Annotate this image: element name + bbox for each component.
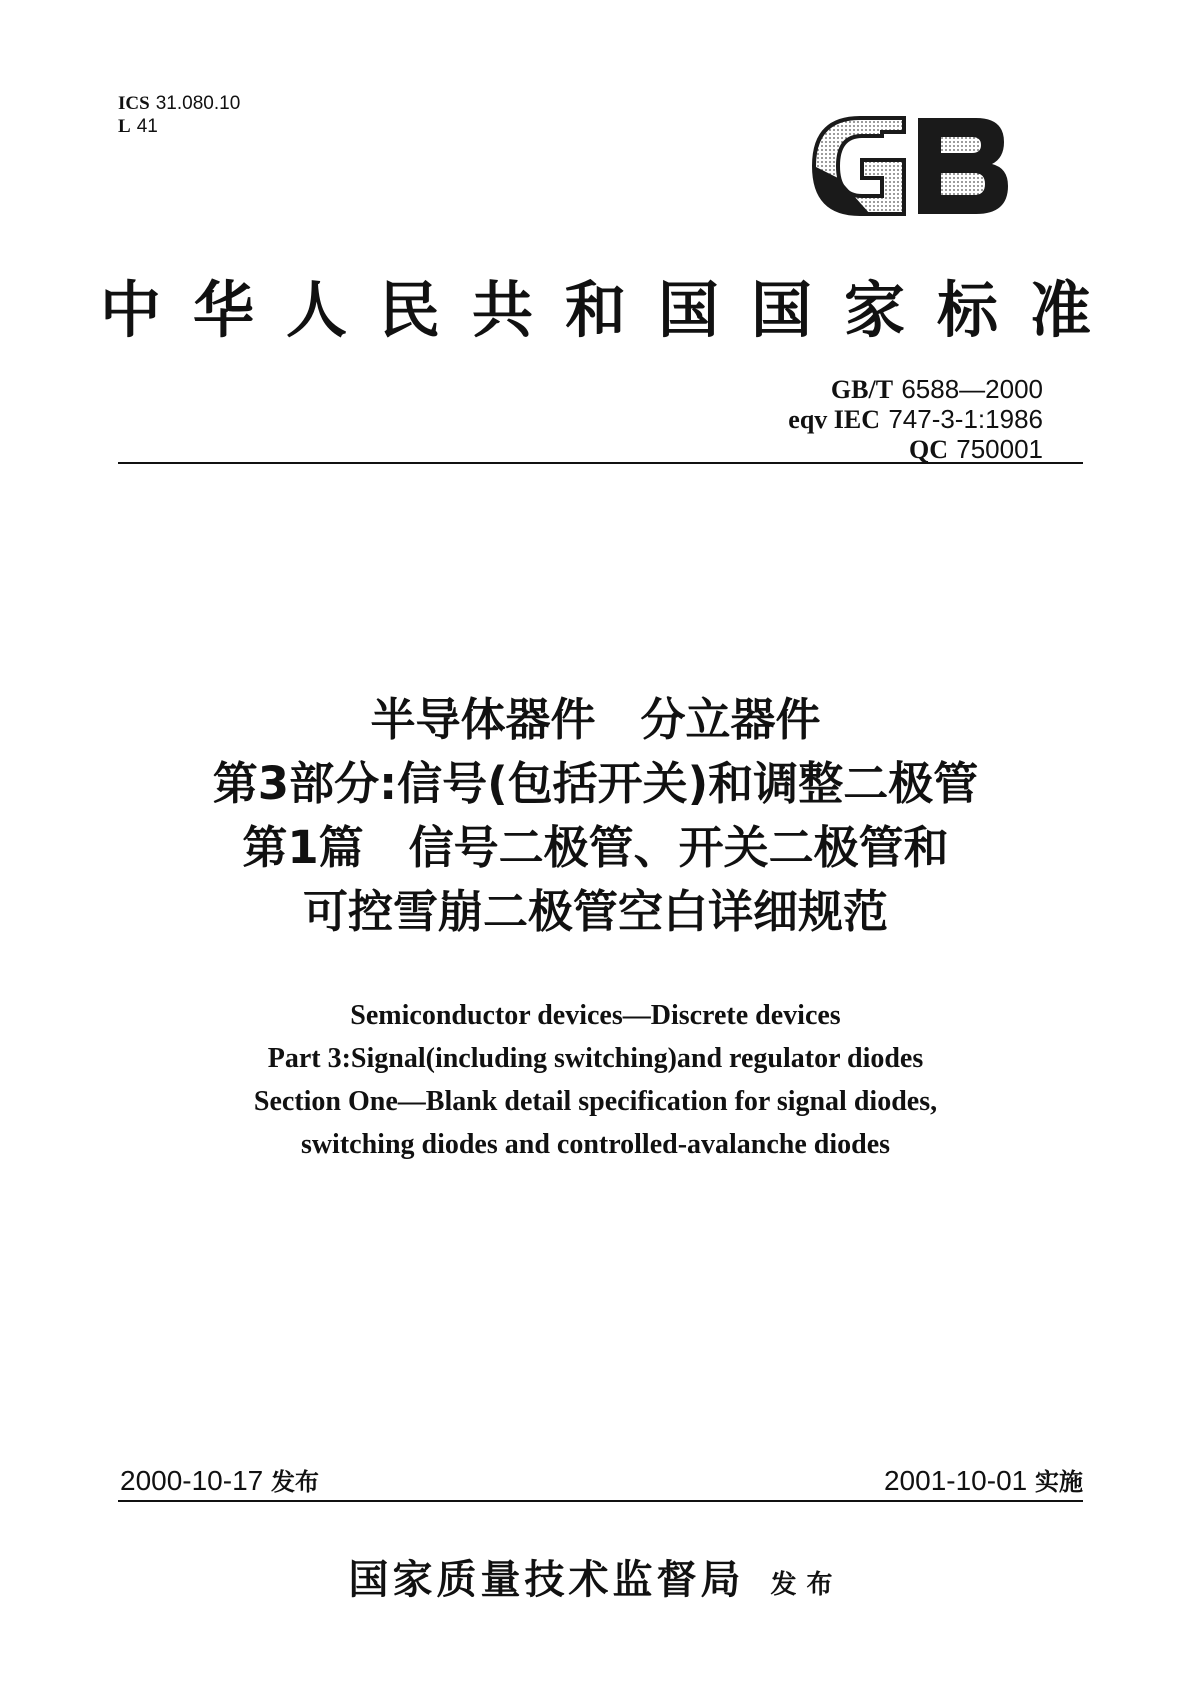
publisher-suffix: 发布	[770, 1570, 843, 1600]
publisher-name: 国家质量技术监督局	[348, 1556, 745, 1603]
eqv-value: 747-3-1:1986	[888, 404, 1043, 434]
header-divider	[118, 462, 1083, 464]
ics-code: 31.080.10	[155, 93, 241, 114]
implementation-date	[884, 1462, 1083, 1497]
implementation-date-suffix: 实施	[1035, 1468, 1083, 1496]
classification-codes	[118, 92, 240, 138]
implementation-date-value: 2001-10-01	[883, 1465, 1028, 1496]
gbt-value: 6588—2000	[901, 374, 1043, 404]
english-title-line: switching diodes and controlled-avalanche diodes	[300, 1129, 891, 1160]
issue-date	[120, 1462, 319, 1497]
ccs-label: L	[118, 116, 131, 137]
chinese-title-line: 半导体器件 分立器件	[370, 693, 821, 746]
qc-label: QC	[908, 435, 948, 464]
qc-number-line	[788, 435, 1043, 465]
eqv-number-line	[788, 405, 1043, 435]
english-title-line: Part 3:Signal(including switching)and regulator diodes	[267, 1043, 924, 1074]
national-standard-title: 中华人民共和国国家标准	[100, 275, 1124, 346]
gbt-number-line	[788, 375, 1043, 405]
english-title-line: Semiconductor devices—Discrete devices	[350, 1000, 841, 1031]
ics-label: ICS	[118, 93, 150, 114]
chinese-title-line: 第1篇 信号二极管、开关二极管和	[242, 821, 949, 874]
chinese-title-line: 可控雪崩二极管空白详细规范	[302, 885, 888, 938]
chinese-title-line: 第3部分:信号(包括开关)和调整二极管	[212, 757, 979, 810]
standard-numbers	[788, 375, 1043, 465]
english-title-line: Section One—Blank detail specification for signal diodes,	[253, 1086, 938, 1117]
footer-divider	[118, 1500, 1083, 1502]
issue-date-suffix: 发布	[271, 1468, 320, 1496]
english-title	[0, 994, 1191, 1166]
ics-line	[118, 92, 240, 115]
gb-logo	[808, 112, 1014, 220]
qc-value: 750001	[956, 434, 1043, 464]
issue-date-value: 2000-10-17	[120, 1465, 264, 1496]
eqv-label: eqv IEC	[788, 405, 881, 434]
ccs-line	[118, 115, 240, 138]
publisher	[0, 1548, 1191, 1605]
ccs-code: 41	[136, 116, 158, 137]
gbt-label: GB/T	[830, 375, 894, 404]
chinese-title	[0, 688, 1191, 944]
